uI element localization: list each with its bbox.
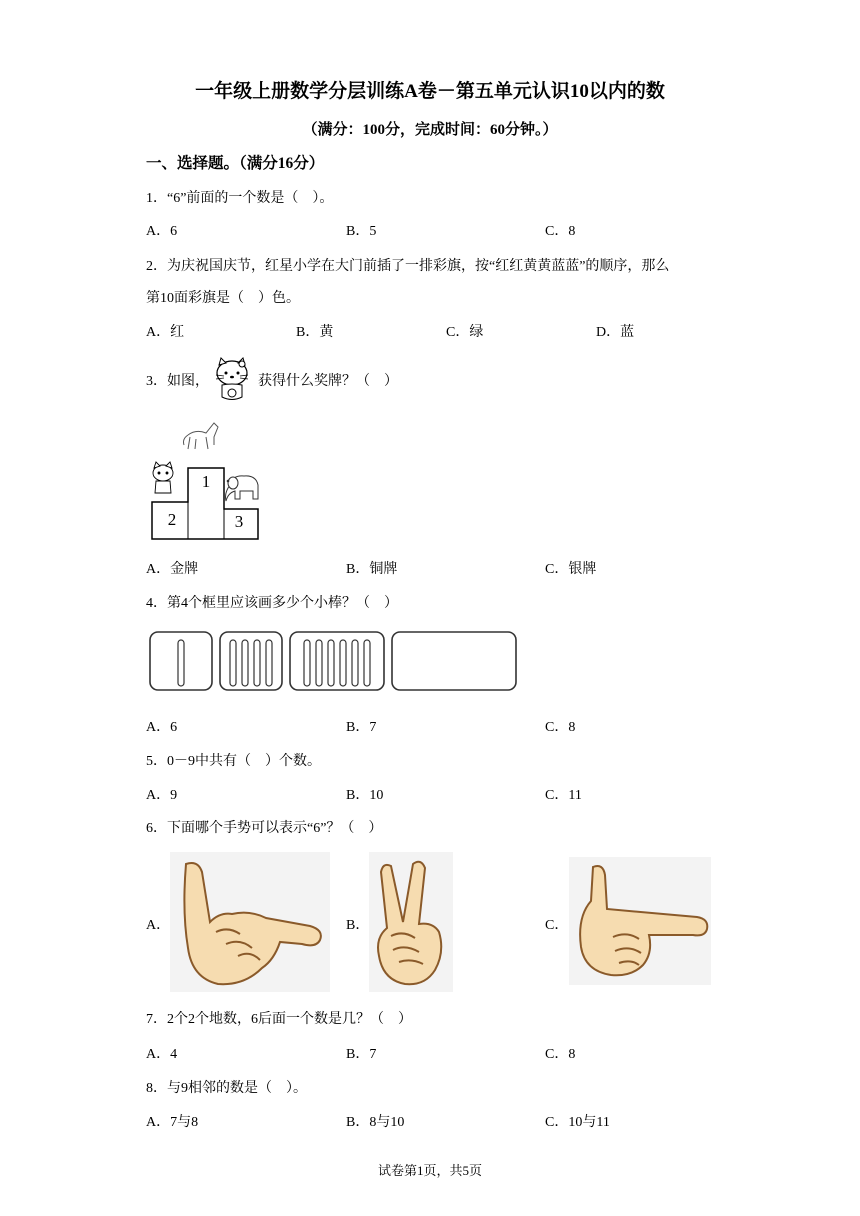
q3-option-c[interactable]: C．银牌 — [545, 562, 597, 577]
section-heading: 一、选择题。（满分16分） — [146, 155, 325, 172]
q2-option-d[interactable]: D．蓝 — [596, 325, 635, 340]
page-footer: 试卷第1页，共5页 — [377, 1163, 482, 1178]
stick-icon — [242, 640, 248, 686]
stick-icon — [230, 640, 236, 686]
podium-figure — [148, 415, 264, 543]
q1-option-b[interactable]: B．5 — [346, 224, 377, 239]
q4-option-b[interactable]: B．7 — [346, 720, 377, 735]
stick-icon — [328, 640, 334, 686]
q1-option-a[interactable]: A．6 — [146, 224, 178, 239]
stick-icon — [304, 640, 310, 686]
stick-icon — [266, 640, 272, 686]
q8-option-a[interactable]: A．7与8 — [146, 1115, 199, 1130]
stick-icon — [178, 640, 184, 686]
q4-option-a[interactable]: A．6 — [146, 720, 178, 735]
question-1-stem: 1．“6”前面的一个数是（ ）。 — [146, 191, 334, 206]
q4-option-c[interactable]: C．8 — [545, 720, 576, 735]
hand-two-gesture-icon[interactable] — [369, 852, 453, 992]
stick-icon — [364, 640, 370, 686]
page-subtitle: （满分：100分，完成时间：60分钟。） — [302, 122, 558, 138]
q2-option-a[interactable]: A．红 — [146, 325, 185, 340]
q8-option-c[interactable]: C．10与11 — [545, 1115, 610, 1130]
podium-second-place: 2 — [167, 510, 177, 529]
stick-box-2 — [220, 632, 282, 690]
question-8-stem: 8．与9相邻的数是（ ）。 — [146, 1081, 307, 1096]
q1-option-c[interactable]: C．8 — [545, 224, 576, 239]
kitty-small-icon — [153, 462, 173, 493]
q7-option-a[interactable]: A．4 — [146, 1047, 178, 1062]
q7-option-c[interactable]: C．8 — [545, 1047, 576, 1062]
q5-option-a[interactable]: A．9 — [146, 788, 178, 803]
stick-box-4[interactable] — [392, 632, 516, 690]
q6-option-c[interactable]: C． — [545, 918, 569, 933]
q2-option-c[interactable]: C．绿 — [446, 325, 484, 340]
stick-icon — [340, 640, 346, 686]
horse-icon — [184, 423, 219, 449]
q7-option-b[interactable]: B．7 — [346, 1047, 377, 1062]
podium-third-place: 3 — [234, 512, 244, 531]
q6-option-b[interactable]: B． — [346, 918, 370, 933]
q2-option-b[interactable]: B．黄 — [296, 325, 334, 340]
q8-option-b[interactable]: B．8与10 — [346, 1115, 405, 1130]
question-3-stem-end: 获得什么奖牌？（ ） — [258, 374, 398, 389]
stick-icon — [254, 640, 260, 686]
podium-first-place: 1 — [201, 472, 211, 491]
q5-option-b[interactable]: B．10 — [346, 788, 384, 803]
page-title: 一年级上册数学分层训练A卷－第五单元认识10以内的数 — [195, 81, 665, 102]
elephant-icon — [226, 476, 259, 501]
stick-icon — [316, 640, 322, 686]
stick-icon — [352, 640, 358, 686]
question-6-stem: 6．下面哪个手势可以表示“6”？（ ） — [146, 821, 383, 836]
question-2-stem: 2．为庆祝国庆节，红星小学在大门前插了一排彩旗，按“红红黄黄蓝蓝”的顺序，那么 — [146, 259, 670, 274]
q6-option-a[interactable]: A． — [146, 918, 171, 933]
kitty-icon — [212, 357, 252, 405]
question-5-stem: 5．0－9中共有（ ）个数。 — [146, 754, 321, 769]
question-7-stem: 7．2个2个地数，6后面一个数是几？（ ） — [146, 1012, 412, 1027]
hand-six-gesture-icon[interactable] — [170, 852, 330, 992]
question-4-stem: 4．第4个框里应该画多少个小棒？（ ） — [146, 596, 398, 611]
question-2-stem-line2: 第10面彩旗是（ ）色。 — [146, 291, 300, 306]
q5-option-c[interactable]: C．11 — [545, 788, 582, 803]
sticks-figure — [148, 630, 520, 696]
hand-pointing-gesture-icon[interactable] — [569, 857, 711, 985]
question-3-stem-start: 3．如图， — [146, 374, 209, 389]
q3-option-b[interactable]: B．铜牌 — [346, 562, 398, 577]
q3-option-a[interactable]: A．金牌 — [146, 562, 199, 577]
